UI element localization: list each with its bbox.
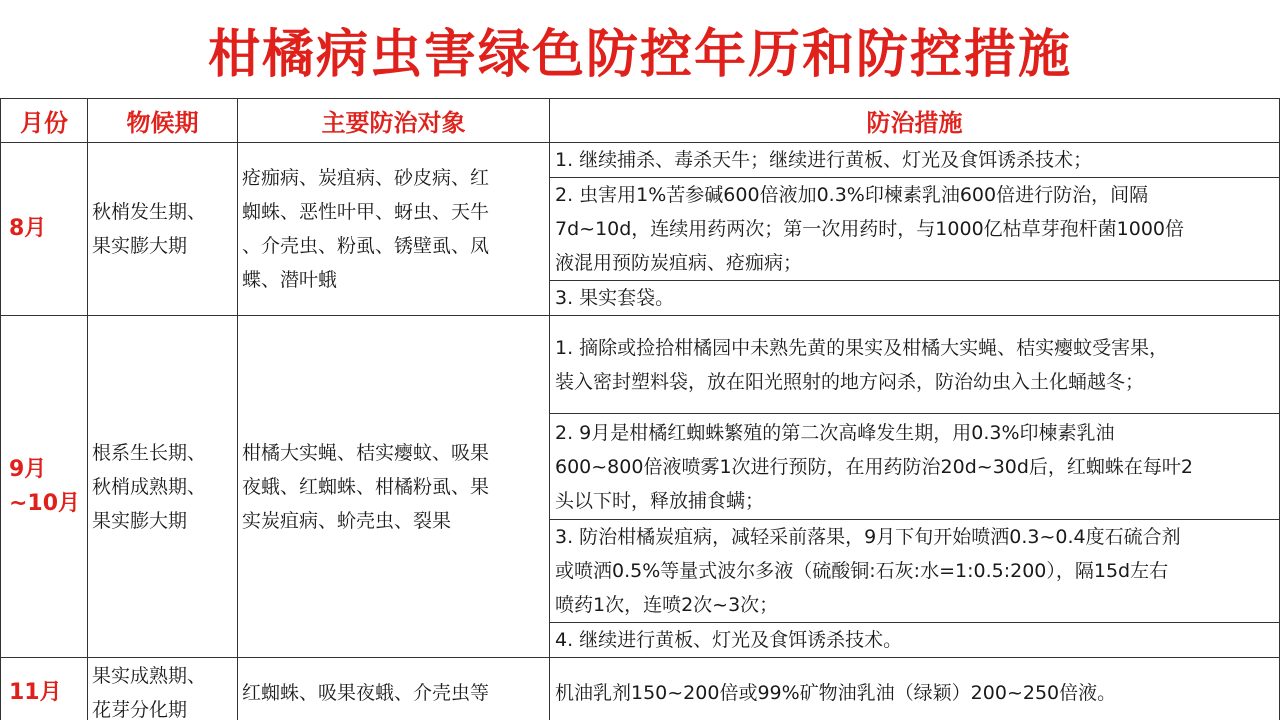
measure-cell <box>550 658 1280 720</box>
measure-line: 1. 继续捕杀、毒杀天牛；继续进行黄板、灯光及食饵诱杀技术； <box>555 149 1093 171</box>
measure-line: 喷药1次，连喷2次~3次； <box>555 594 779 616</box>
measure-line: 机油乳剂150~200倍或99%矿物油乳油（绿颖）200~250倍液。 <box>555 681 1117 704</box>
month-line: ~10月 <box>9 490 81 516</box>
measure-cell <box>550 178 1280 281</box>
measure-line: 液混用预防炭疽病、疮痂病； <box>555 252 803 274</box>
measure-line: 头以下时，释放捕食螨； <box>555 489 765 512</box>
phenology-line: 秋梢成熟期、 <box>92 475 207 498</box>
measure-cell <box>550 143 1280 178</box>
measure-cell <box>550 520 1280 623</box>
measure-line: 1. 摘除或捡拾柑橘园中未熟先黄的果实及柑橘大实蝇、桔实瘿蚊受害果， <box>555 336 1169 359</box>
measure-line: 4. 继续进行黄板、灯光及食饵诱杀技术。 <box>555 629 903 651</box>
measure-line: 3. 果实套袋。 <box>555 287 675 309</box>
page-title: 柑橘病虫害绿色防控年历和防控措施 <box>207 24 1072 85</box>
header-month: 月份 <box>1 99 88 143</box>
targets-cell <box>238 316 550 658</box>
header-targets: 主要防治对象 <box>238 99 550 143</box>
table-row <box>1 143 1280 178</box>
measure-line: 7d~10d，连续用药两次；第一次用药时，与1000亿枯草芽孢杆菌1000倍 <box>555 218 1185 240</box>
target-line: 蜘蛛、恶性叶甲、蚜虫、天牛 <box>242 201 490 223</box>
phenology-line: 果实膨大期 <box>92 235 188 257</box>
measure-cell <box>550 281 1280 316</box>
measure-cell <box>550 623 1280 658</box>
measure-line: 2. 9月是柑橘红蜘蛛繁殖的第二次高峰发生期，用0.3%印楝素乳油 <box>555 421 1115 444</box>
target-line: 红蜘蛛、吸果夜蛾、介壳虫等 <box>242 681 490 704</box>
target-line: 疮痂病、炭疽病、砂皮病、红 <box>242 167 490 189</box>
target-line: 夜蛾、红蜘蛛、柑橘粉虱、果 <box>242 475 490 498</box>
targets-cell <box>238 658 550 720</box>
target-line: 柑橘大实蝇、桔实瘿蚊、吸果 <box>242 441 490 464</box>
target-line: 蝶、潜叶蛾 <box>242 269 338 291</box>
measure-cell <box>550 316 1280 414</box>
month-cell <box>1 316 88 658</box>
phenology-cell <box>88 658 238 720</box>
measure-line: 装入密封塑料袋，放在阳光照射的地方闷杀，防治幼虫入土化蛹越冬； <box>555 370 1145 393</box>
table-row <box>1 658 1280 720</box>
phenology-line: 果实膨大期 <box>92 509 188 532</box>
month-cell: 8月 <box>1 143 88 316</box>
calendar-table <box>0 98 1280 720</box>
header-measures: 防治措施 <box>550 99 1280 143</box>
header-row <box>1 99 1280 143</box>
measure-cell <box>550 414 1280 520</box>
month-cell: 11月 <box>1 658 88 720</box>
target-line: 实炭疽病、蚧壳虫、裂果 <box>242 509 452 532</box>
phenology-cell <box>88 316 238 658</box>
phenology-line: 果实成熟期、 <box>92 664 207 687</box>
target-line: 、介壳虫、粉虱、锈壁虱、凤 <box>242 235 490 257</box>
phenology-cell <box>88 143 238 316</box>
table-row <box>1 316 1280 414</box>
month-line: 9月 <box>9 456 47 482</box>
phenology-line: 花芽分化期 <box>92 698 188 720</box>
targets-cell <box>238 143 550 316</box>
measure-line: 2. 虫害用1%苦参碱600倍液加0.3%印楝素乳油600倍进行防治，间隔 <box>555 184 1149 206</box>
phenology-line: 根系生长期、 <box>92 441 207 464</box>
measure-line: 或喷洒0.5%等量式波尔多液（硫酸铜:石灰:水=1:0.5:200），隔15d左右 <box>555 560 1169 582</box>
header-phenology: 物候期 <box>88 99 238 143</box>
measure-line: 3. 防治柑橘炭疽病，减轻采前落果，9月下旬开始喷洒0.3~0.4度石硫合剂 <box>555 526 1181 548</box>
phenology-line: 秋梢发生期、 <box>92 201 207 223</box>
measure-line: 600~800倍液喷雾1次进行预防，在用药防治20d~30d后，红蜘蛛在每叶2 <box>555 455 1194 478</box>
